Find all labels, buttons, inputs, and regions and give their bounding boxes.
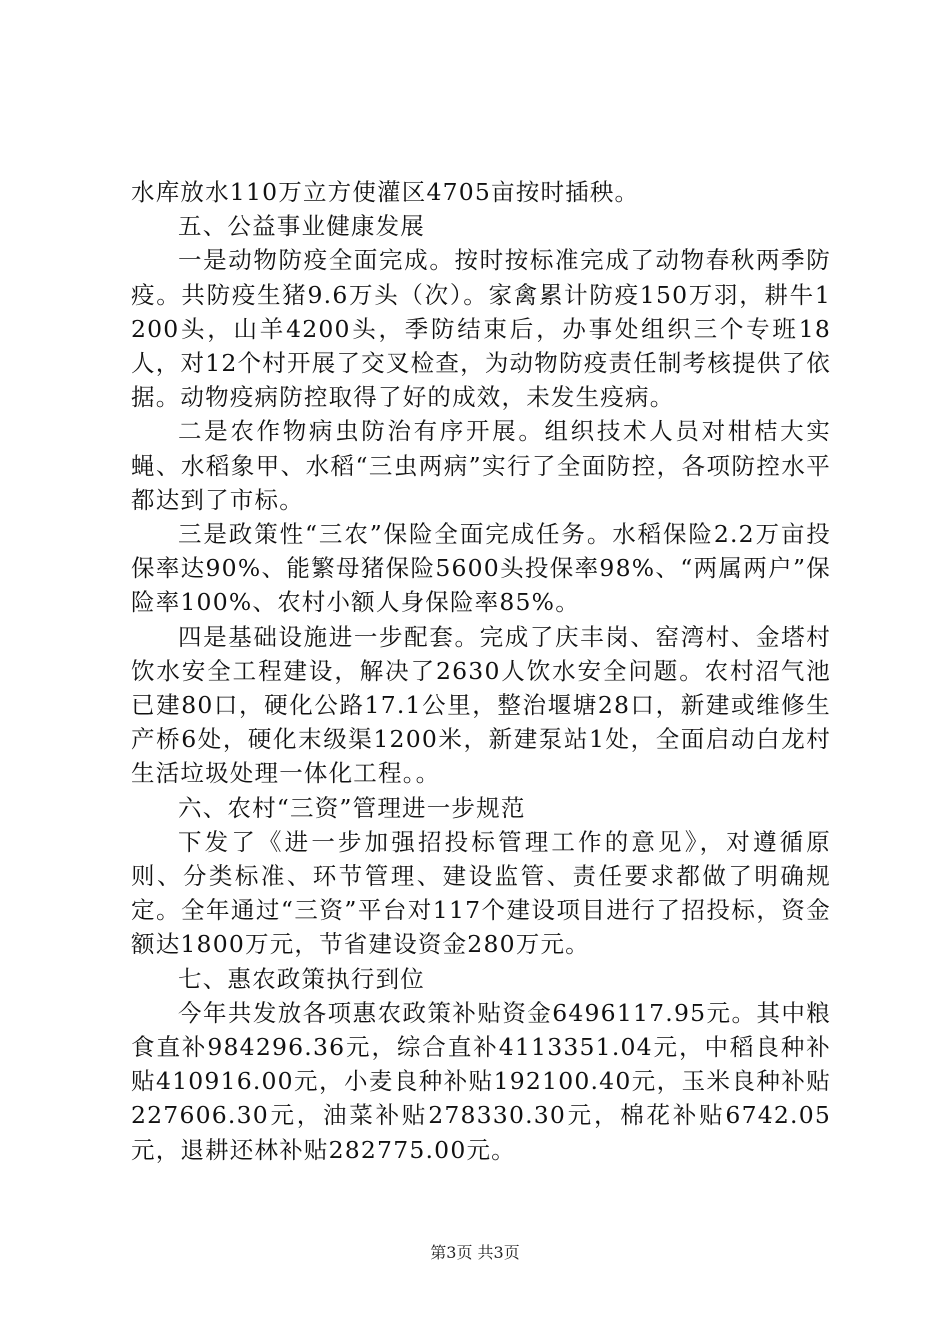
paragraph-three-assets: 下发了《进一步加强招投标管理工作的意见》，对遵循原则、分类标准、环节管理、建设监管、责任要求都做了明确规定。全年通过“三资”平台对117个建设项目进行了招投标，资金额达1800万元，节省建设资金280万元。 [131, 827, 831, 959]
paragraph-insurance: 三是政策性“三农”保险全面完成任务。水稻保险2.2万亩投保率达90%、能繁母猪保险5600头投保率98%、“两属两户”保险率100%、农村小额人身保险率85%。 [131, 520, 831, 617]
section-heading-6: 六、农村“三资”管理进一步规范 [178, 793, 526, 822]
paragraph-pest-control: 二是农作物病虫防治有序开展。组织技术人员对柑桔大实蝇、水稻象甲、水稻“三虫两病”实行了全面防控，各项防控水平都达到了市标。 [131, 417, 831, 514]
page-footer: 第3页 共3页 [430, 1243, 520, 1262]
section-heading-5: 五、公益事业健康发展 [178, 212, 425, 241]
paragraph-animal-epidemic: 一是动物防疫全面完成。按时按标准完成了动物春秋两季防疫。共防疫生猪9.6万头（次）。家禽累计防疫150万羽，耕牛1200头，山羊4200头，季防结束后，办事处组织三个专班18人，对12个村开展了交叉检查，为动物防疫责任制考核提供了依据。动物疫病防控取得了好的成效，未发生疫病。 [131, 246, 831, 412]
paragraph-infrastructure: 四是基础设施进一步配套。完成了庆丰岗、窑湾村、金塔村饮水安全工程建设，解决了2630人饮水安全问题。农村沼气池已建80口，硬化公路17.1公里，整治堰塘28口，新建或维修生产桥6处，硬化末级渠1200米，新建泵站1处，全面启动白龙村生活垃圾处理一体化工程。。 [131, 622, 831, 788]
paragraph-continuation: 水库放水110万立方使灌区4705亩按时插秧。 [131, 178, 640, 206]
section-heading-7: 七、惠农政策执行到位 [178, 964, 425, 993]
paragraph-subsidies: 今年共发放各项惠农政策补贴资金6496117.95元。其中粮食直补984296.36元，综合直补4113351.04元，中稻良种补贴410916.00元，小麦良种补贴192100.40元，玉米良种补贴227606.30元，油菜补贴278330.30元，棉花补贴6742.05元，退耕还林补贴282775.00元。 [131, 998, 831, 1164]
document-body [131, 175, 831, 1167]
